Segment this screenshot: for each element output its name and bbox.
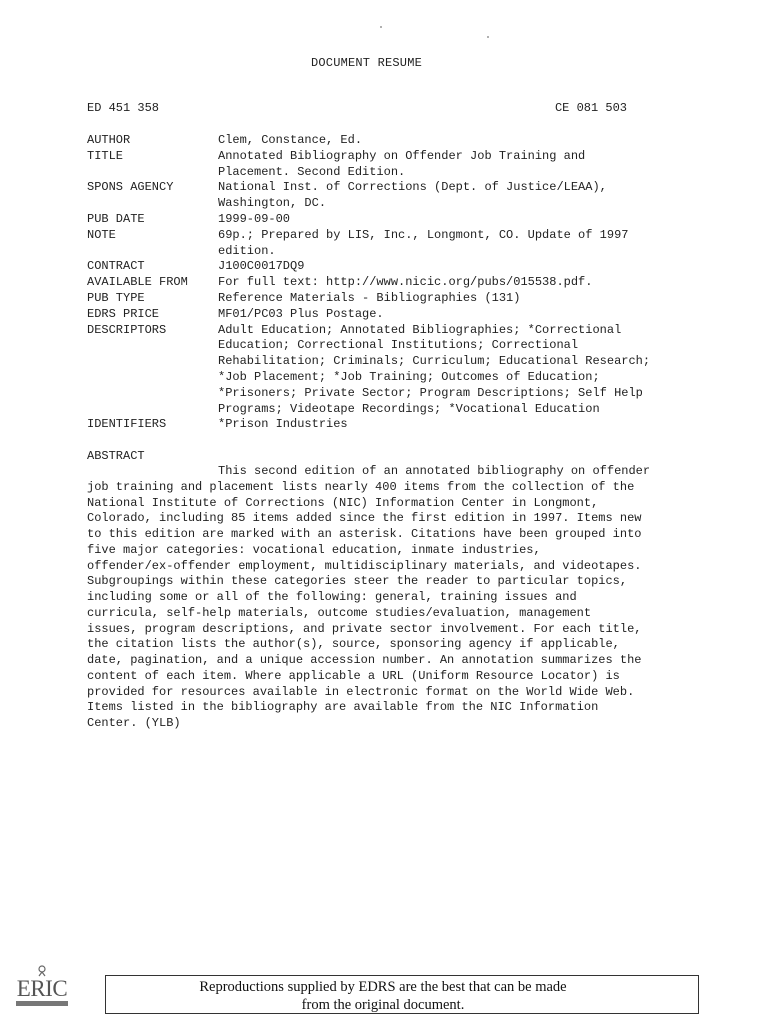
field-row-pub-date [87, 212, 687, 228]
field-value: Adult Education; Annotated Bibliographies; *Correctional Education; Correctional Institutions; Correctional Rehabilitation; Criminals; Curriculum; Educational Research; *Job Placement; *Job Training; Outcomes of Education; *Prisoners; Private Sector; Program Descriptions; Self Help Programs; Videotape Recordings; *Vocational Education [218, 322, 651, 416]
field-label: NOTE [87, 227, 116, 242]
field-value: MF01/PC03 Plus Postage. [218, 306, 384, 321]
reproduction-notice-line2: from the original document. [301, 997, 465, 1013]
accession-numbers [87, 101, 627, 115]
field-label: AUTHOR [87, 133, 131, 147]
reproduction-notice [105, 975, 699, 1014]
reproduction-notice-line1: Reproductions supplied by EDRS are the best that can be made [199, 979, 567, 995]
field-value: Clem, Constance, Ed. [218, 133, 363, 147]
field-row-available-from [87, 275, 687, 291]
field-value: Reference Materials - Bibliographies (131) [218, 290, 521, 305]
abstract-text: This second edition of an annotated bibliography on offender job training and placement lists nearly 400 items from the collection of the National Institute of Corrections (NIC) Information Center in Longmont, Colorado, including 85 items added since the first edition in 1997. Items new to this edition are marked with an asterisk. Citations have been grouped into five major categories: vocational education, inmate industries, offender/ex-offender employment, multidisciplinary materials, and videotapes. Subgroupings within these categories steer the reader to particular topics, including some or all of the following: general, training issues and curricula, self-help materials, outcome studies/evaluation, management issues, program descriptions, and private sector involvement. For each title, the citation lists the author(s), source, sponsoring agency if applicable, date, pagination, and a unique accession number. An annotation summarizes the content of each item. Where applicable a URL (Uniform Resource Locator) is provided for resources available in electronic format on the World Wide Web. Items listed in the bibliography are available from the NIC Information Center. (YLB) [87, 464, 651, 730]
scan-speck [487, 36, 489, 38]
field-row-title [87, 149, 687, 181]
document-heading [0, 56, 768, 70]
field-label: CONTRACT [87, 259, 145, 274]
field-value: Annotated Bibliography on Offender Job Training and Placement. Second Edition. [218, 148, 586, 179]
field-row-identifiers [87, 417, 687, 433]
metadata-fields [87, 133, 687, 433]
field-label: AVAILABLE FROM [87, 275, 188, 290]
field-label: PUB DATE [87, 211, 145, 226]
field-label: IDENTIFIERS [87, 417, 167, 432]
field-row-pub-type [87, 291, 687, 307]
eric-logo [14, 965, 70, 1010]
field-label: PUB TYPE [87, 290, 145, 305]
eric-logo-text: ERIC [16, 976, 68, 1001]
field-label: TITLE [87, 148, 124, 163]
field-value: 69p.; Prepared by LIS, Inc., Longmont, CO. Update of 1997 edition. [218, 227, 629, 258]
field-label: DESCRIPTORS [87, 322, 167, 337]
field-row-author [87, 133, 687, 149]
field-label: EDRS PRICE [87, 306, 160, 321]
scan-speck [380, 26, 382, 28]
field-value: For full text: http://www.nicic.org/pubs/015538.pdf. [218, 275, 593, 290]
field-label: SPONS AGENCY [87, 180, 174, 195]
field-row-edrs-price [87, 307, 687, 323]
ed-number: ED 451 358 [87, 101, 160, 115]
field-row-spons-agency [87, 180, 687, 212]
field-row-note [87, 228, 687, 260]
abstract-label: ABSTRACT [87, 449, 145, 463]
field-value: *Prison Industries [218, 417, 348, 432]
document-heading-text: DOCUMENT RESUME [310, 56, 423, 70]
ce-number: CE 081 503 [554, 101, 627, 115]
field-row-descriptors [87, 323, 687, 418]
field-value: National Inst. of Corrections (Dept. of Justice/LEAA), Washington, DC. [218, 180, 607, 211]
field-value: 1999-09-00 [218, 211, 291, 226]
field-row-contract [87, 259, 687, 275]
eric-logo-tagline-bar [16, 1001, 68, 1006]
field-value: J100C0017DQ9 [218, 259, 305, 274]
